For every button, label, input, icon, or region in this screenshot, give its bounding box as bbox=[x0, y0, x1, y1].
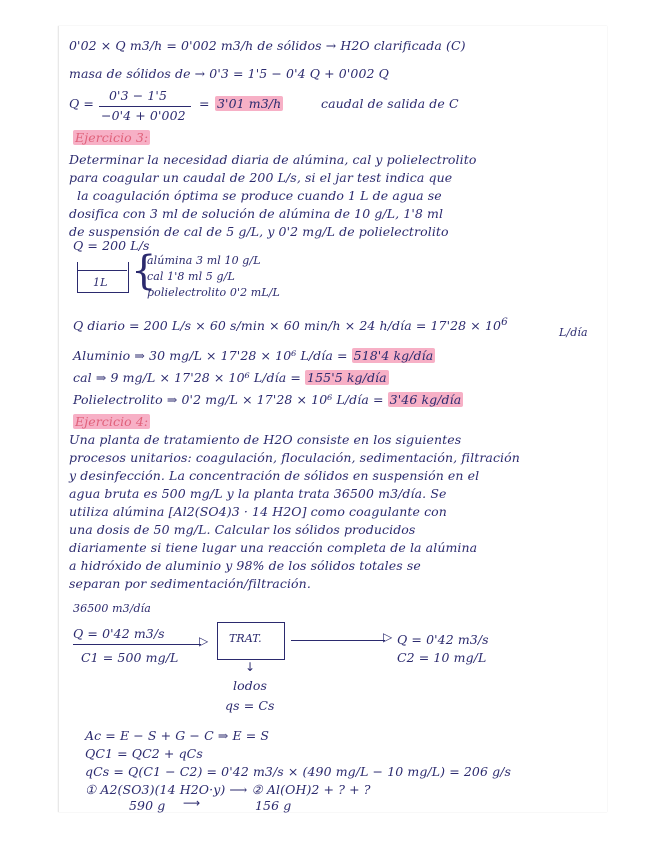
line-solids-flow: 0'02 × Q m3/h = 0'002 m3/h de sólidos → H2O clarificada (C) bbox=[69, 38, 466, 53]
alumina-calc: Alumin​io ⇒ 30 mg/L × 17'28 × 10⁶ L/día = 518'4 kg/día bbox=[73, 348, 434, 363]
alumina-result: 518'4 kg/día bbox=[353, 348, 434, 363]
outlet-arrow-icon: ▷ bbox=[383, 630, 393, 644]
outlet-flow-line bbox=[291, 640, 385, 641]
ex4-text-2: procesos unitarios: coagulación, floculación, sedimentación, filtración bbox=[69, 450, 520, 465]
treatment-label: TRAT. bbox=[229, 632, 262, 645]
ex4-text-6: una dosis de 50 mg/L. Calcular los sólidos producidos bbox=[69, 522, 416, 537]
q-result-highlight: 3'01 m3/h bbox=[217, 96, 282, 111]
q-description: caudal de salida de C bbox=[321, 96, 459, 111]
ex3-text-2: para coagular un caudal de 200 L/s, si el jar test indica que bbox=[69, 170, 453, 185]
ex3-text-1: Determinar la necesidad diaria de alúmina, cal y polielectrolito bbox=[69, 152, 477, 167]
diagram-inlet-concentration: C1 = 500 mg/L bbox=[81, 650, 179, 665]
ex4-text-5: utiliza alúmina [Al2(SO4)3 · 14 H2O] como coagulante con bbox=[69, 504, 447, 519]
ex4-text-1: Una planta de tratamiento de H2O consiste en los siguientes bbox=[69, 432, 462, 447]
diagram-outlet-concentration: C2 = 10 mg/L bbox=[397, 650, 487, 665]
lime-result: 155'5 kg/día bbox=[307, 370, 387, 385]
dose-row-alumina: alúmina 3 ml 10 g/L bbox=[147, 254, 261, 267]
sludge-arrow-icon: ↓ bbox=[245, 660, 256, 674]
diagram-sludge-label: lodos bbox=[233, 678, 267, 693]
notebook-page bbox=[58, 26, 607, 812]
balance-equation-1: Ac = E − S + G − C ⇒ E = S bbox=[85, 728, 270, 743]
q-numerator: 0'3 − 1'5 bbox=[109, 88, 168, 103]
brace-icon: { bbox=[131, 248, 157, 294]
reaction-equation: ① A2(SO3)(14 H2O·y) ⟶ ② Al(OH)2 + ? + ? bbox=[85, 782, 371, 797]
diagram-sludge-flow: qs = Cs bbox=[225, 698, 275, 713]
reaction-mass-1: 590 g bbox=[129, 798, 166, 813]
ex3-text-4: dosifica con 3 ml de solución de alúmina de 10 g/L, 1'8 ml bbox=[69, 206, 444, 221]
ex3-flow: Q = 200 L/s bbox=[73, 238, 150, 253]
lime-calc: cal ⇒ 9 mg/L × 17'28 × 10⁶ L/día = 155'5 kg/día bbox=[73, 370, 387, 385]
ex4-text-8: a hidróxido de aluminio y 98% de los sólidos totales se bbox=[69, 558, 421, 573]
jar-volume-label: 1L bbox=[93, 276, 108, 289]
ex4-text-3: y desinfección. La concentración de sólidos en suspensión en el bbox=[69, 468, 480, 483]
reaction-mass-2: 156 g bbox=[255, 798, 292, 813]
diagram-daily-flow: 36500 m3/día bbox=[73, 602, 151, 615]
dose-row-lime: cal 1'8 ml 5 g/L bbox=[147, 270, 235, 283]
ex4-text-7: diariamente si tiene lugar una reacción completa de la alúmina bbox=[69, 540, 478, 555]
exercise-3-heading: Ejercicio 3: bbox=[75, 130, 149, 145]
daily-flow-calc: Q diario = 200 L/s × 60 s/min × 60 min/h × 24 h/día = $17'28 \times 10^6$ bbox=[73, 316, 508, 334]
line-mass-balance: masa de sólidos de → 0'3 = 1'5 − 0'4 Q + 0'002 Q bbox=[69, 66, 389, 81]
exercise-4-heading: Ejercicio 4: bbox=[75, 414, 149, 429]
q-denominator: −0'4 + 0'002 bbox=[101, 108, 186, 123]
dose-row-polyelectrolyte: polielectrolito 0'2 mL/L bbox=[147, 286, 280, 299]
polyelectrolyte-calc: Polielectrolito ⇒ 0'2 mg/L × 17'28 × 10⁶ L/día = 3'46 kg/día bbox=[73, 392, 462, 407]
reaction-arrow-icon: ⟶ bbox=[183, 796, 201, 810]
ex4-text-9: separan por sedimentación/filtración. bbox=[69, 576, 311, 591]
ex3-text-3: la coagulación óptima se produce cuando 1 L de agua se bbox=[77, 188, 442, 203]
daily-flow-unit: L/día bbox=[559, 326, 588, 339]
diagram-outlet-flow: Q = 0'42 m3/s bbox=[397, 632, 489, 647]
polyelectrolyte-result: 3'46 kg/día bbox=[389, 392, 462, 407]
balance-equation-3: qCs = Q(C1 − C2) = 0'42 m3/s × (490 mg/L − 10 mg/L) = 206 g/s bbox=[85, 764, 511, 779]
diagram-inlet-flow: Q = 0'42 m3/s bbox=[73, 626, 165, 641]
q-equals: = bbox=[199, 96, 210, 111]
ex4-text-4: agua bruta es 500 mg/L y la planta trata 36500 m3/día. Se bbox=[69, 486, 447, 501]
inlet-flow-line bbox=[73, 644, 201, 645]
balance-equation-2: QC1 = QC2 + qCs bbox=[85, 746, 203, 761]
fraction-bar bbox=[99, 106, 191, 107]
q-lhs: Q = bbox=[69, 96, 94, 111]
jar-water-level bbox=[77, 270, 127, 271]
inlet-arrow-icon: ▷ bbox=[199, 634, 209, 648]
ex3-text-5: de suspensión de cal de 5 g/L, y 0'2 mg/L de polielectrolito bbox=[69, 224, 449, 239]
